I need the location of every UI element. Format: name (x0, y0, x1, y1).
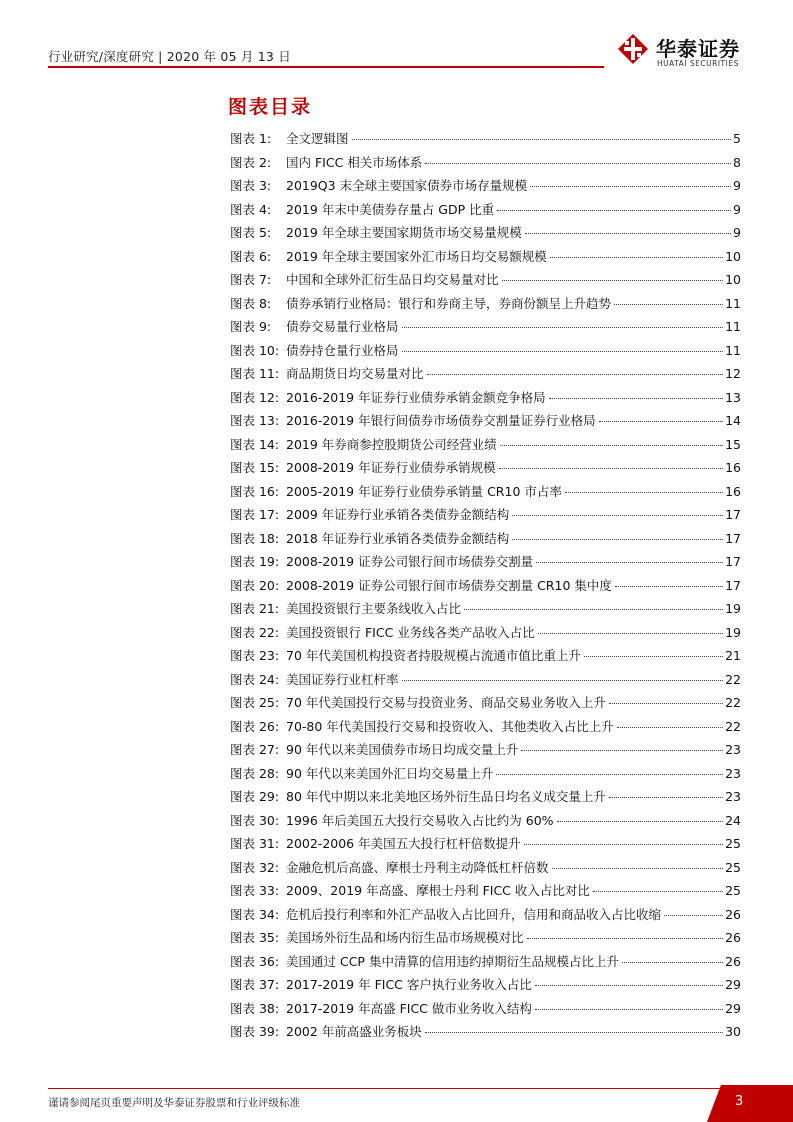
toc-entry-label: 商品期货日均交易量对比 (286, 366, 424, 381)
toc-entry[interactable] (230, 388, 741, 412)
toc-entry-page: 8 (733, 154, 741, 170)
toc-entry[interactable] (230, 905, 741, 929)
toc-entry-label: 2019 年末中美债券存量占 GDP 比重 (286, 201, 495, 217)
toc-entry-leader (536, 562, 723, 563)
toc-entry-page: 29 (725, 977, 741, 992)
toc-entry-number: 图表 17: (230, 507, 280, 522)
toc-entry[interactable] (230, 294, 741, 318)
toc-entry-number: 图表 8: (230, 295, 272, 311)
toc-entry[interactable] (230, 693, 741, 717)
toc-entry-label: 全文逻辑图 (286, 131, 349, 146)
toc-entry-leader (552, 868, 724, 869)
toc-entry-page: 11 (725, 342, 741, 358)
toc-entry-label: 中国和全球外汇衍生品日均交易量对比 (286, 272, 499, 287)
toc-entry[interactable] (230, 928, 741, 952)
toc-entry-page: 16 (725, 460, 741, 475)
toc-entry-page: 11 (725, 319, 741, 334)
toc-entry-page: 30 (725, 1024, 741, 1039)
toc-entry-label: 2017-2019 年 FICC 客户执行业务收入占比 (286, 977, 532, 992)
toc-entry-leader (496, 774, 723, 775)
toc-entry-leader (464, 609, 723, 610)
toc-entry-leader (535, 1009, 723, 1010)
toc-entry[interactable] (230, 999, 741, 1023)
toc-entry-page: 9 (733, 201, 741, 217)
toc-entry[interactable] (230, 270, 741, 294)
toc-entry-label: 70 年代美国投行交易与投资业务、商品交易业务收入上升 (286, 695, 606, 710)
toc-entry[interactable] (230, 435, 741, 459)
toc-entry-page: 10 (725, 248, 741, 264)
toc-entry[interactable] (230, 952, 741, 976)
logo (616, 32, 751, 72)
toc-entry-number: 图表 19: (230, 554, 280, 569)
toc-entry-leader (584, 656, 723, 657)
toc-entry-leader (557, 821, 724, 822)
toc-entry-label: 2016-2019 年证券行业债券承销金额竞争格局 (286, 389, 546, 405)
toc-entry-number: 图表 33: (230, 883, 280, 898)
toc-entry-leader (549, 398, 723, 399)
toc-entry-number: 图表 2: (230, 154, 272, 170)
toc-entry-leader (512, 515, 723, 516)
toc-entry-leader (352, 139, 732, 140)
toc-entry-leader (550, 257, 723, 258)
toc-entry[interactable] (230, 787, 741, 811)
logo-name-en: HUATAI SECURITIES (657, 59, 739, 68)
toc-entry[interactable] (230, 646, 741, 670)
toc-entry-page: 13 (725, 389, 741, 405)
toc-entry[interactable] (230, 881, 741, 905)
toc-entry-label: 国内 FICC 相关市场体系 (286, 154, 423, 170)
toc-entry-page: 14 (725, 413, 741, 428)
toc-entry-label: 2008-2019 年证券行业债券承销规模 (286, 460, 496, 475)
toc-entry-page: 10 (725, 272, 741, 287)
toc-entry-page: 22 (725, 671, 741, 687)
toc-entry-leader (502, 280, 724, 281)
toc-entry-page: 9 (733, 225, 741, 240)
toc-entry-page: 29 (725, 1000, 741, 1016)
toc-entry-label: 2019 年全球主要国家期货市场交易量规模 (286, 225, 522, 240)
toc-entry[interactable] (230, 576, 741, 600)
toc-entry-label: 2005-2019 年证券行业债券承销量 CR10 市占率 (286, 483, 562, 499)
toc-title: 图表目录 (228, 96, 313, 118)
toc-entry-page: 25 (725, 859, 741, 875)
toc-entry[interactable] (230, 223, 741, 247)
toc-entry-leader (538, 633, 723, 634)
toc-entry-label: 美国投资银行主要条线收入占比 (286, 601, 462, 616)
toc-entry-label: 2008-2019 证券公司银行间市场债券交割量 CR10 集中度 (286, 577, 612, 593)
toc-entry-page: 9 (733, 178, 741, 193)
toc-entry-page: 12 (725, 366, 741, 381)
toc-entry-leader (425, 163, 731, 164)
toc-entry-leader (609, 797, 723, 798)
toc-entry-leader (521, 750, 723, 751)
toc-entry-page: 5 (733, 131, 741, 146)
toc-entry-leader (524, 844, 723, 845)
toc-entry-leader (402, 351, 724, 352)
toc-entry-page: 19 (725, 601, 741, 616)
toc-entry-number: 图表 24: (230, 671, 280, 687)
toc-entry-leader (599, 421, 723, 422)
toc-entry[interactable] (230, 317, 741, 341)
toc-entry-label: 债券持仓量行业格局 (286, 342, 399, 358)
toc-entry-label: 2017-2019 年高盛 FICC 做市业务收入结构 (286, 1000, 532, 1016)
toc-entry-leader (530, 186, 731, 187)
toc-entry[interactable] (230, 552, 741, 576)
page-number: 3 (735, 1094, 744, 1109)
toc-entry-label: 2019Q3 末全球主要国家债券市场存量规模 (286, 178, 528, 193)
footer-rule (48, 1088, 722, 1089)
toc-entry[interactable] (230, 458, 741, 482)
toc-entry-label: 美国证券行业杠杆率 (286, 671, 399, 687)
header-rule (48, 66, 604, 68)
toc-entry-number: 图表 13: (230, 413, 280, 428)
toc-entry[interactable] (230, 341, 741, 365)
toc-entry[interactable] (230, 364, 741, 388)
toc-entry-label: 2016-2019 年银行间债券市场债券交割量证券行业格局 (286, 413, 596, 428)
toc-entry-leader (402, 327, 724, 328)
toc-entry-number: 图表 39: (230, 1024, 280, 1039)
toc-entry-number: 图表 34: (230, 906, 280, 922)
toc-entry-leader (525, 233, 731, 234)
toc-entry-page: 23 (725, 765, 741, 781)
toc-entry-number: 图表 7: (230, 272, 272, 287)
toc-entry-number: 图表 25: (230, 695, 280, 710)
toc-entry[interactable] (230, 740, 741, 764)
toc-entry-number: 图表 38: (230, 1000, 280, 1016)
huatai-logo-icon (616, 32, 650, 66)
toc-entry-page: 23 (725, 742, 741, 757)
toc-entry-page: 24 (725, 812, 741, 828)
toc-entry-number: 图表 11: (230, 366, 280, 381)
toc-entry-page: 16 (725, 483, 741, 499)
toc-entry-label: 70-80 年代美国投行交易和投资收入、其他类收入占比上升 (286, 718, 614, 734)
toc-entry-number: 图表 37: (230, 977, 280, 992)
toc-entry-page: 26 (725, 906, 741, 922)
toc-entry-page: 26 (725, 953, 741, 969)
toc-entry-label: 2019 年券商参控股期货公司经营业绩 (286, 436, 497, 452)
toc-entry-number: 图表 10: (230, 342, 280, 358)
toc-entry-leader (593, 891, 723, 892)
toc-entry-number: 图表 18: (230, 530, 280, 546)
toc-entry-page: 25 (725, 883, 741, 898)
toc-entry-leader (402, 680, 724, 681)
toc-entry-number: 图表 35: (230, 930, 280, 945)
toc-entry-leader (427, 374, 724, 375)
toc-entry-number: 图表 20: (230, 577, 280, 593)
toc-entry[interactable] (230, 834, 741, 858)
toc-entry-label: 2009 年证券行业承销各类债券金额结构 (286, 507, 510, 522)
toc-entry-number: 图表 23: (230, 648, 280, 663)
toc-entry-number: 图表 26: (230, 718, 280, 734)
toc-entry-number: 图表 12: (230, 389, 280, 405)
footer-disclaimer: 谨请参阅尾页重要声明及华泰证券股票和行业评级标准 (48, 1097, 300, 1109)
toc-entry-leader (535, 985, 723, 986)
toc-entry-number: 图表 21: (230, 601, 280, 616)
toc-entry-number: 图表 22: (230, 624, 280, 640)
toc-entry-number: 图表 5: (230, 225, 272, 240)
toc-list (230, 129, 741, 1046)
toc-entry-label: 美国投资银行 FICC 业务线各类产品收入占比 (286, 624, 535, 640)
toc-entry[interactable] (230, 764, 741, 788)
toc-entry[interactable] (230, 975, 741, 999)
toc-entry-page: 15 (725, 436, 741, 452)
toc-entry-number: 图表 16: (230, 483, 280, 499)
toc-entry-label: 1996 年后美国五大投行交易收入占比约为 60% (286, 812, 554, 828)
toc-entry-leader (512, 539, 723, 540)
toc-entry-page: 21 (725, 648, 741, 663)
toc-entry[interactable] (230, 153, 741, 177)
toc-entry-page: 23 (725, 789, 741, 804)
toc-entry-leader (499, 468, 723, 469)
toc-entry[interactable] (230, 623, 741, 647)
toc-entry-leader (425, 1032, 723, 1033)
toc-entry-leader (527, 938, 724, 939)
toc-entry[interactable] (230, 176, 741, 200)
toc-entry-number: 图表 3: (230, 178, 272, 193)
toc-entry[interactable] (230, 529, 741, 553)
toc-entry[interactable] (230, 670, 741, 694)
toc-entry-number: 图表 15: (230, 460, 280, 475)
toc-entry-leader (609, 703, 723, 704)
toc-entry-label: 2002-2006 年美国五大投行杠杆倍数提升 (286, 836, 521, 851)
toc-entry-leader (622, 962, 723, 963)
toc-entry-page: 17 (725, 530, 741, 546)
toc-entry[interactable] (230, 599, 741, 623)
toc-entry[interactable] (230, 811, 741, 835)
toc-entry[interactable] (230, 1022, 741, 1046)
toc-entry-label: 70 年代美国机构投资者持股规模占流通市值比重上升 (286, 648, 581, 663)
toc-entry-number: 图表 36: (230, 953, 280, 969)
toc-entry-label: 90 年代以来美国债券市场日均成交量上升 (286, 742, 519, 757)
toc-entry-label: 美国通过 CCP 集中清算的信用违约掉期衍生品规模占比上升 (286, 953, 619, 969)
header-text: 行业研究/深度研究 | 2020 年 05 月 13 日 (48, 49, 291, 64)
toc-entry-page: 22 (725, 718, 741, 734)
toc-entry[interactable] (230, 411, 741, 435)
toc-entry-number: 图表 1: (230, 131, 272, 146)
toc-entry-number: 图表 6: (230, 248, 272, 264)
toc-entry-label: 90 年代以来美国外汇日均交易量上升 (286, 765, 494, 781)
toc-entry-label: 2008-2019 证券公司银行间市场债券交割量 (286, 554, 534, 569)
toc-entry-label: 金融危机后高盛、摩根士丹利主动降低杠杆倍数 (286, 859, 549, 875)
toc-entry-page: 17 (725, 577, 741, 593)
toc-entry-leader (565, 492, 723, 493)
toc-entry[interactable] (230, 505, 741, 529)
toc-entry-number: 图表 31: (230, 836, 280, 851)
toc-entry-page: 25 (725, 836, 741, 851)
toc-entry-label: 2019 年全球主要国家外汇市场日均交易额规模 (286, 248, 547, 264)
logo-name-cn: 华泰证券 (656, 37, 740, 61)
toc-entry-label: 2002 年前高盛业务板块 (286, 1024, 422, 1039)
toc-entry[interactable] (230, 482, 741, 506)
toc-entry-leader (497, 210, 731, 211)
toc-entry-label: 美国场外衍生品和场内衍生品市场规模对比 (286, 930, 524, 945)
toc-entry[interactable] (230, 200, 741, 224)
toc-entry-page: 26 (725, 930, 741, 945)
toc-entry-label: 危机后投行利率和外汇产品收入占比回升，信用和商品收入占比收缩 (286, 906, 662, 922)
toc-entry-leader (500, 445, 723, 446)
toc-entry-number: 图表 29: (230, 789, 280, 804)
toc-entry-page: 17 (725, 507, 741, 522)
toc-entry-leader (615, 586, 723, 587)
toc-entry-label: 80 年代中期以来北美地区场外衍生品日均名义成交量上升 (286, 789, 606, 804)
toc-entry-label: 债券承销行业格局：银行和券商主导，券商份额呈上升趋势 (286, 295, 612, 311)
toc-entry-page: 22 (725, 695, 741, 710)
toc-entry-label: 债券交易量行业格局 (286, 319, 399, 334)
toc-entry-number: 图表 14: (230, 436, 280, 452)
toc-entry-number: 图表 30: (230, 812, 280, 828)
toc-entry-page: 17 (725, 554, 741, 569)
toc-entry-number: 图表 32: (230, 859, 280, 875)
toc-entry-page: 19 (725, 624, 741, 640)
toc-entry-number: 图表 28: (230, 765, 280, 781)
toc-entry[interactable] (230, 858, 741, 882)
toc-entry[interactable] (230, 247, 741, 271)
footer-page-block (707, 1085, 793, 1122)
toc-entry-leader (614, 304, 723, 305)
toc-entry-page: 11 (725, 295, 741, 311)
toc-entry[interactable] (230, 717, 741, 741)
toc-entry-number: 图表 9: (230, 319, 272, 334)
toc-entry-label: 2018 年证券行业承销各类债券金额结构 (286, 530, 510, 546)
toc-entry-number: 图表 4: (230, 201, 272, 217)
toc-entry-leader (664, 915, 723, 916)
toc-entry-label: 2009、2019 年高盛、摩根士丹利 FICC 收入占比对比 (286, 883, 590, 898)
toc-entry-number: 图表 27: (230, 742, 280, 757)
toc-entry-leader (617, 727, 723, 728)
toc-entry[interactable] (230, 129, 741, 153)
